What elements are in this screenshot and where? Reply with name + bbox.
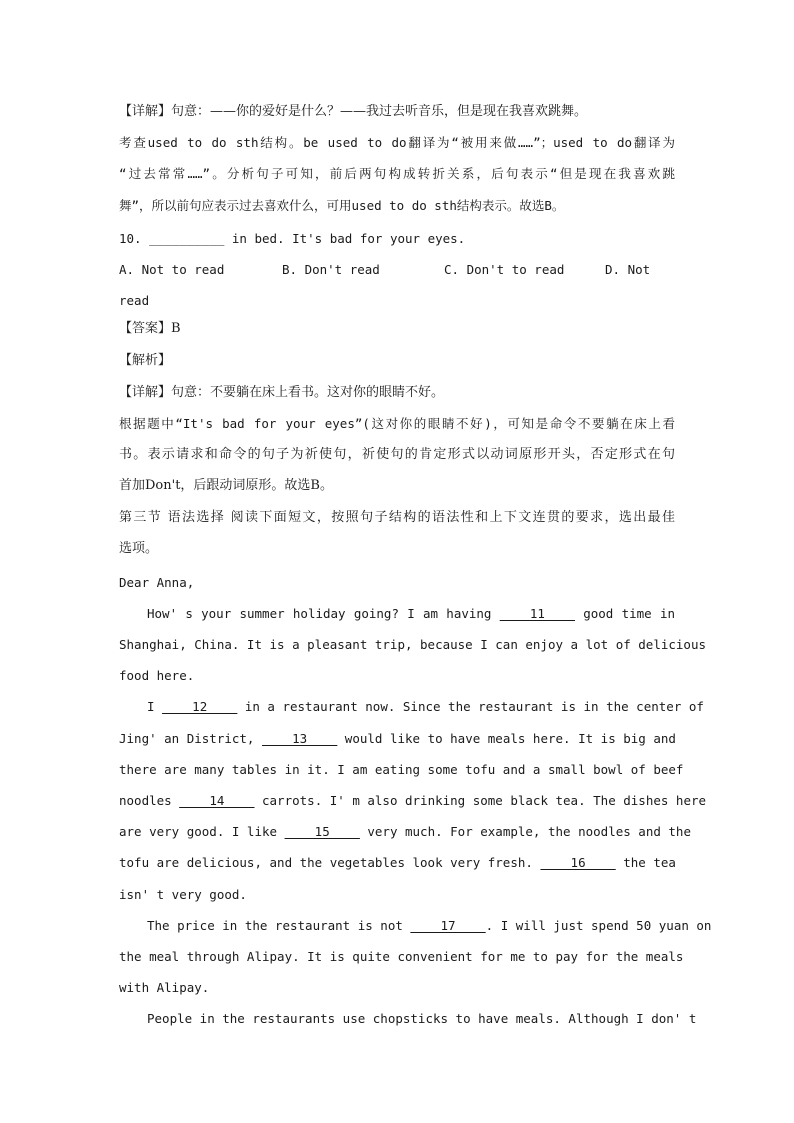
letter-p3-line3: with Alipay. (119, 980, 210, 995)
text-run: the tea (615, 855, 676, 870)
option-c: C. Don't to read (444, 262, 565, 277)
q10-explain-line2: 根据题中“It's bad for your eyes”(这对你的眼睛不好)，可知是命令不要躺在床上看 (119, 416, 675, 431)
option-b: B. Don't read (282, 262, 380, 277)
letter-p3-line1 (119, 916, 712, 936)
option-d-wrap: read (119, 293, 150, 308)
letter-greeting: Dear Anna, (119, 575, 195, 590)
text-run: good time in (574, 606, 675, 621)
letter-p2-line2 (119, 729, 675, 749)
answer-label: 【答案】B (119, 321, 181, 336)
q10-explain-line4: 首加Don't，后跟动词原形。故选B。 (119, 478, 333, 493)
text-run: are very good. I like (119, 824, 285, 839)
question-text: in bed. It's bad for your eyes. (224, 231, 466, 246)
letter-p2-line7: isn' t very good. (119, 887, 247, 902)
text-run: Jing' an District, (119, 731, 262, 746)
option-a: A. Not to read (119, 262, 225, 277)
text-run: The price in the restaurant is not (147, 918, 411, 933)
blank-11: ____11____ (499, 606, 575, 621)
letter-p1-line2: Shanghai, China. It is a pleasant trip, because I can enjoy a lot of delicious (119, 637, 706, 652)
text-run: would like to have meals here. It is big and (337, 731, 676, 746)
text-run: . I will just spend 50 yuan on (485, 918, 712, 933)
blank-12: ____12____ (162, 699, 238, 714)
question-number: 10. (119, 231, 142, 246)
blank-15: ____15____ (284, 824, 360, 839)
letter-p4-line1: People in the restaurants use chopsticks to have meals. Although I don' t (147, 1011, 697, 1026)
blank-13: ____13____ (262, 731, 338, 746)
letter-p2-line3: there are many tables in it. I am eating some tofu and a small bowl of beef (119, 762, 684, 777)
text-run: in a restaurant now. Since the restaurant is in the center of (237, 699, 704, 714)
question-10-stem (119, 229, 675, 249)
text-run: tofu are delicious, and the vegetables look very fresh. (119, 855, 541, 870)
option-d: D. Not (605, 262, 651, 277)
letter-p3-line2: the meal through Alipay. It is quite convenient for me to pay for the meals (119, 949, 684, 964)
q9-explain-line1: 【详解】句意：——你的爱好是什么？——我过去听音乐，但是现在我喜欢跳舞。 (119, 104, 588, 119)
answer-blank: __________ (149, 231, 225, 246)
text-run: I (147, 699, 163, 714)
letter-p2-line4 (119, 791, 707, 811)
q10-explain-line1: 【详解】句意：不要躺在床上看书。这对你的眼睛不好。 (119, 385, 445, 400)
q9-explain-line3: “过去常常……”。分析句子可知，前后两句构成转折关系，后句表示“但是现在我喜欢跳 (119, 166, 675, 181)
text-run: How' s your summer holiday going? I am having (147, 606, 500, 621)
question-10-options (119, 260, 675, 280)
section-3-heading-wrap: 选项。 (119, 541, 159, 556)
text-run: carrots. I' m also drinking some black tea. The dishes here (254, 793, 707, 808)
q10-explain-line3: 书。表示请求和命令的句子为祈使句，祈使句的肯定形式以动词原形开头，否定形式在句 (119, 447, 675, 462)
blank-16: ____16____ (540, 855, 616, 870)
letter-p2-line6 (119, 853, 675, 873)
text-run: noodles (119, 793, 180, 808)
letter-p1-line1 (119, 604, 675, 624)
section-3-heading: 第三节 语法选择 阅读下面短文，按照句子结构的语法性和上下文连贯的要求，选出最佳 (119, 510, 675, 525)
blank-14: ____14____ (179, 793, 255, 808)
text-run: very much. For example, the noodles and the (359, 824, 691, 839)
letter-p2-line1 (119, 697, 704, 717)
q9-explain-line2: 考查used to do sth结构。be used to do翻译为“被用来做……”；used to do翻译为 (119, 135, 675, 150)
q9-explain-line4: 舞”，所以前句应表示过去喜欢什么，可用used to do sth结构表示。故选B。 (119, 198, 565, 213)
analysis-label: 【解析】 (119, 353, 172, 368)
letter-p2-line5 (119, 822, 691, 842)
letter-p1-line3: food here. (119, 668, 195, 683)
blank-17: ____17____ (410, 918, 486, 933)
